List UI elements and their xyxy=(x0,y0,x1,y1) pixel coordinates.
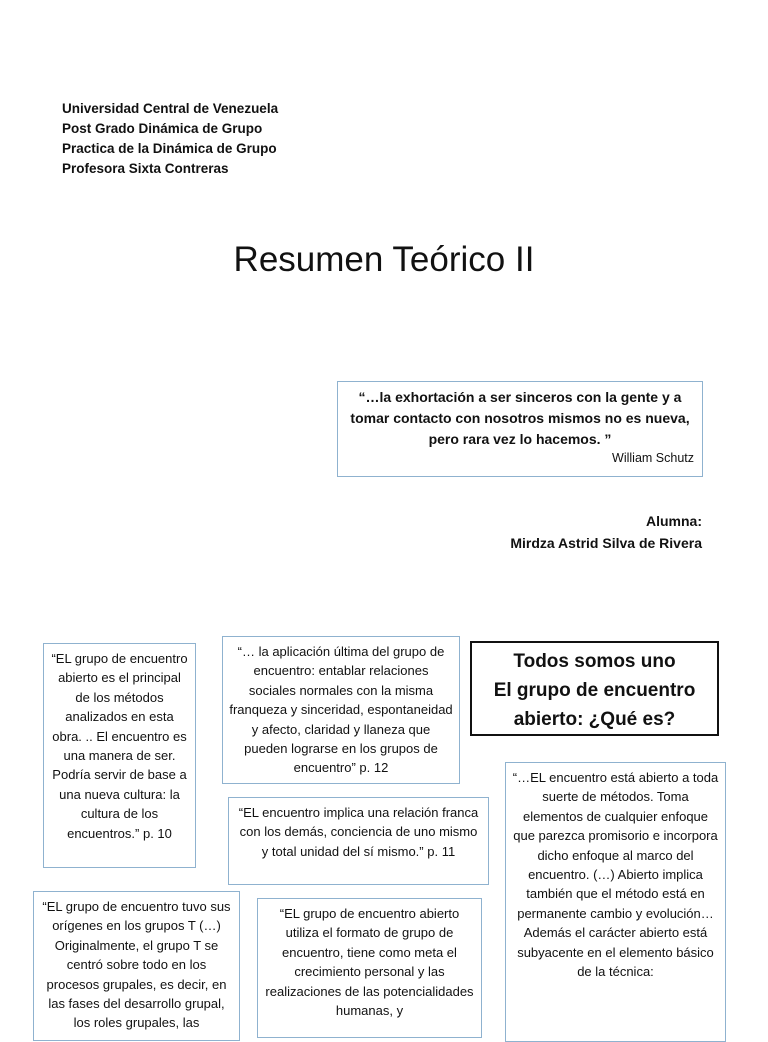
quote-box xyxy=(337,381,703,477)
student-label: Alumna: xyxy=(646,513,702,529)
page-title: Resumen Teórico II xyxy=(233,240,535,279)
quote-card-5 xyxy=(33,891,240,1041)
header-line-university: Universidad Central de Venezuela xyxy=(62,101,279,116)
institution-header xyxy=(62,99,278,179)
quote-card-3 xyxy=(228,797,489,885)
quote-card-1 xyxy=(43,643,196,868)
student-name: Mirdza Astrid Silva de Rivera xyxy=(510,535,702,551)
quote-author: William Schutz xyxy=(612,451,694,465)
quote-card-3-text: “EL encuentro implica una relación franca con los demás, conciencia de uno mismo y total unidad del sí mismo.” p. 11 xyxy=(238,805,479,859)
section-title-line-3: abierto: ¿Qué es? xyxy=(513,709,676,730)
quote-card-4 xyxy=(505,762,726,1042)
section-title-box xyxy=(470,641,719,736)
section-title-line-1: Todos somos uno xyxy=(513,651,676,672)
quote-card-2-text: “… la aplicación última del grupo de encuentro: entablar relaciones sociales normales con la misma franqueza y sinceridad, espontaneidad y afecto, claridad y llaneza que pueden lograrse en los grupos de encuentro” p. 12 xyxy=(229,644,453,776)
quote-card-4-text: “…EL encuentro está abierto a toda suerte de métodos. Toma elementos de cualquier enfoque que parezca promisorio e incorpora dicho enfoque al marco del encuentro. (…) Abierto implica también que el método está en permanente cambio y evolución… Además el carácter abierto está subyacente en el elemento básico de la técnica: xyxy=(512,770,719,980)
quote-card-6-text: “EL grupo de encuentro abierto utiliza el formato de grupo de encuentro, tiene como meta el crecimiento personal y las realizaciones de las potencialidades humanas, y xyxy=(265,906,474,1019)
header-line-postgrado: Post Grado Dinámica de Grupo xyxy=(62,121,263,136)
section-title-line-2: El grupo de encuentro xyxy=(493,680,696,701)
header-line-practica: Practica de la Dinámica de Grupo xyxy=(62,141,277,156)
quote-card-1-text: “EL grupo de encuentro abierto es el principal de los métodos analizados en esta obra. .. El encuentro es una manera de ser. Podría servir de base a una nueva cultura: la cultura de los encuentros.” p. 10 xyxy=(51,651,188,841)
header-line-profesora: Profesora Sixta Contreras xyxy=(62,161,229,176)
student-info xyxy=(510,510,702,554)
quote-card-6 xyxy=(257,898,482,1038)
quote-card-2 xyxy=(222,636,460,784)
quote-card-5-text: “EL grupo de encuentro tuvo sus orígenes en los grupos T (…) Originalmente, el grupo T se centró sobre todo en los procesos grupales, es decir, en las fases del desarrollo grupal, los roles grupales, las xyxy=(42,899,231,1031)
quote-text: “…la exhortación a ser sinceros con la gente y a tomar contacto con nosotros mismos no es nueva, pero rara vez lo hacemos. ” xyxy=(350,389,690,447)
